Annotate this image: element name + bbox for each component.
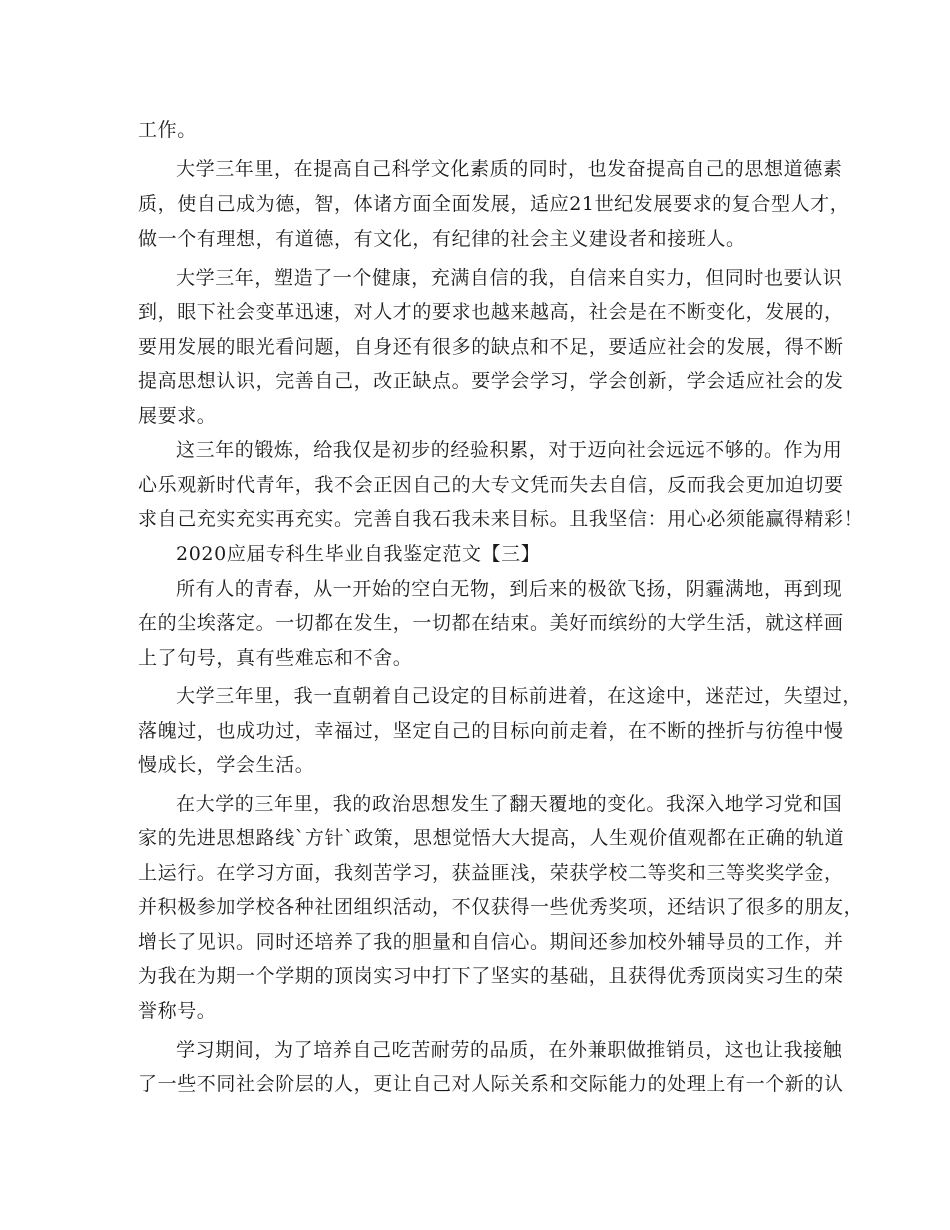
text-line: 到，眼下社会变革迅速，对人才的要求也越来越高，社会是在不断变化，发展的， (138, 301, 844, 323)
text-line: 上运行。在学习方面，我刻苦学习，获益匪浅，荣获学校二等奖和三等奖奖学金， (138, 862, 844, 884)
text-line: 家的先进思想路线`方针`政策，思想觉悟大大提高，人生观价值观都在正确的轨道 (138, 827, 845, 849)
paragraph-start: 大学三年里，我一直朝着自己设定的目标前进着，在这途中，迷茫过，失望过， (176, 685, 863, 707)
text-line: 并积极参加学校各种社团组织活动，不仅获得一些优秀奖项，还结识了很多的朋友， (138, 896, 864, 918)
text-line: 在的尘埃落定。一切都在发生，一切都在结束。美好而缤纷的大学生活，就这样画 (138, 612, 844, 634)
text-line: 要用发展的眼光看问题，自身还有很多的缺点和不足，要适应社会的发展，得不断 (138, 336, 844, 358)
text-line: 求自己充实充实再充实。完善自我石我未来目标。且我坚信：用心必须能赢得精彩！ (138, 508, 864, 530)
text-line: 誉称号。 (138, 1000, 217, 1022)
text-line: 展要求。 (138, 405, 217, 427)
text-line: 提高思想认识，完善自己，改正缺点。要学会学习，学会创新，学会适应社会的发 (138, 370, 844, 392)
section-heading: 2020应届专科生毕业自我鉴定范文【三】 (176, 543, 541, 565)
text-line: 为我在为期一个学期的顶岗实习中打下了坚实的基础，且获得优秀顶岗实习生的荣 (138, 965, 844, 987)
text-line: 做一个有理想，有道德，有文化，有纪律的社会主义建设者和接班人。 (138, 228, 746, 250)
text-line: 落魄过，也成功过，幸福过，坚定自己的目标向前走着，在不断的挫折与彷徨中慢 (138, 720, 844, 742)
text-line: 质，使自己成为德，智，体诸方面全面发展，适应21世纪发展要求的复合型人才， (138, 193, 850, 215)
text-line: 了一些不同社会阶层的人，更让自己对人际关系和交际能力的处理上有一个新的认 (138, 1073, 844, 1095)
text-line: 慢成长，学会生活。 (138, 754, 315, 776)
text-line: 上了句号，真有些难忘和不舍。 (138, 647, 413, 669)
paragraph-start: 这三年的锻炼，给我仅是初步的经验积累，对于迈向社会远远不够的。作为用 (176, 439, 843, 461)
paragraph-start: 所有人的青春，从一开始的空白无物，到后来的极欲飞扬，阴霾满地，再到现 (176, 578, 843, 600)
text-line: 心乐观新时代青年，我不会正因自己的大专文凭而失去自信，反而我会更加迫切要 (138, 474, 844, 496)
text-line: 增长了见识。同时还培养了我的胆量和自信心。期间还参加校外辅导员的工作，并 (138, 931, 844, 953)
paragraph-start: 学习期间，为了培养自己吃苦耐劳的品质，在外兼职做推销员，这也让我接触 (176, 1039, 843, 1061)
paragraph-start: 大学三年，塑造了一个健康，充满自信的我，自信来自实力，但同时也要认识 (176, 267, 843, 289)
text-line: 工作。 (138, 119, 197, 141)
paragraph-start: 在大学的三年里，我的政治思想发生了翻天覆地的变化。我深入地学习党和国 (176, 793, 843, 815)
paragraph-start: 大学三年里，在提高自己科学文化素质的同时，也发奋提高自己的思想道德素 (176, 158, 843, 180)
